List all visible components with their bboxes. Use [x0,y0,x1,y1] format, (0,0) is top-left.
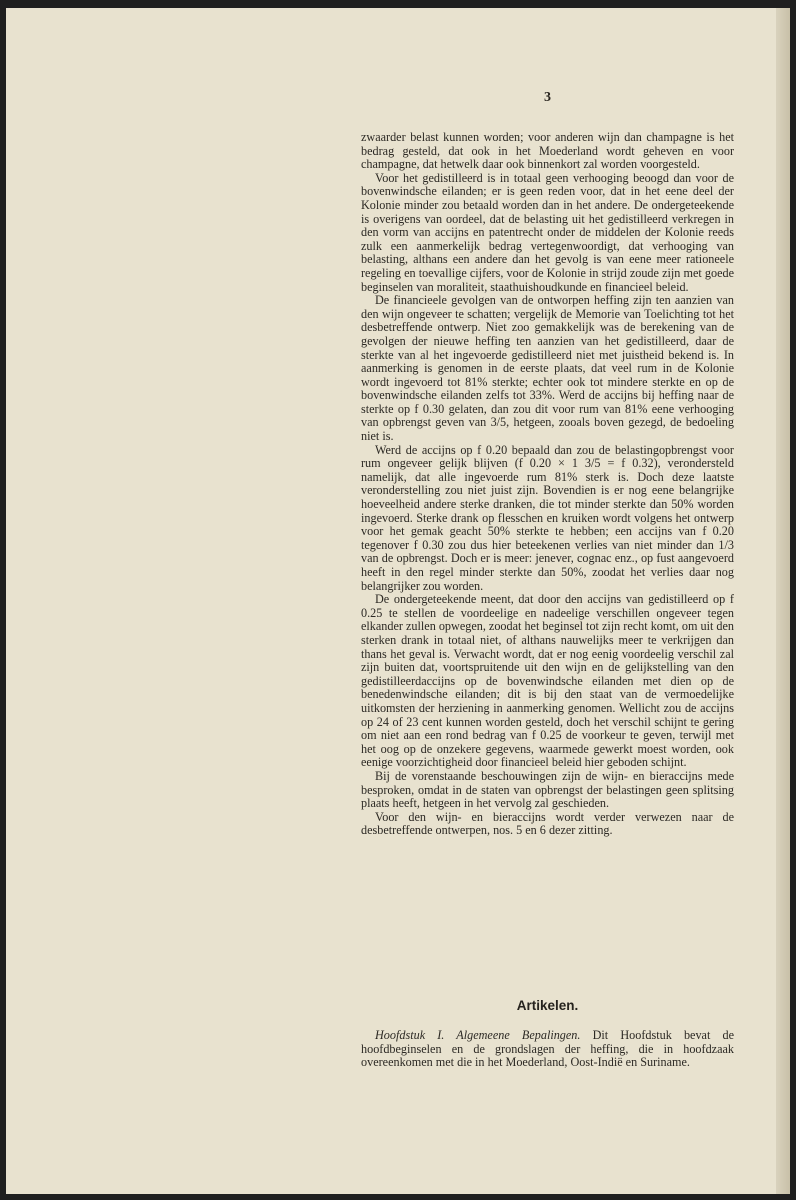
paragraph-1: zwaarder belast kunnen worden; voor anderen wijn dan champagne is het bedrag gesteld, dat ook in het Moederland wordt geheven en voor champagne, dat hetwelk daar ook binnenkort zal worden voorgesteld. [361,130,734,172]
chapter-body: Dit Hoofdstuk bevat de hoofdbeginselen en de grondslagen der heffing, die in hoofdzaak overeenkomen met die in het Moederland, Oost-Indië en Suriname. [361,1028,734,1070]
paragraph-2: Voor het gedistilleerd is in totaal geen verhooging beoogd dan voor de bovenwindsche eilanden; er is geen reden voor, dat in het eene deel der Kolonie minder zou betaald worden dan in het andere. De ondergeteekende is overigens van oordeel, dat de belasting uit het gedistilleerd verkregen in den vorm van accijns en patentrecht onder de middelen der Kolonie reeds zulk een aanmerkelijk bedrag vertegenwoordigt, dat verhooging van belasting, althans een andere dan het gevolg is van eene meer rationeele regeling en toevallige cijfers, voor de Kolonie in strijd zoude zijn met goede beginselen van moraliteit, staathuishoudkunde en financieel beleid. [361,170,734,294]
chapter-title: Hoofdstuk I. Algemeene Bepalingen. [375,1028,581,1042]
body-text [361,131,734,838]
paragraph-7: Voor den wijn- en bieraccijns wordt verder verwezen naar de desbetreffende ontwerpen, nos. 5 en 6 dezer zitting. [361,809,734,838]
page-number: 3 [544,90,551,105]
paragraph-5: De ondergeteekende meent, dat door den accijns van gedistilleerd op f 0.25 te stellen de voordeelige en nadeelige verschillen ongeveer tegen elkander zullen opwegen, zoodat het beginsel tot zijn recht komt, om uit den sterken drank in totaal niet, of althans nauwelijks meer te verkrijgen dan thans het geval is. Verwacht wordt, dat er nog eenig voordeelig verschil zal zijn buiten dat, voortspruitende uit den wijn en de gelijkstelling van den gedistilleerdaccijns op de bovenwindsche eilanden met dien op de benedenwindsche eilanden; dit is bij den staat van de vermoedelijke uitkomsten der herziening in aanmerking genomen. Wellicht zou de accijns op 24 of 23 cent kunnen worden gesteld, doch het verschil schijnt te gering om niet aan een rond bedrag van f 0.25 de voorkeur te geven, terwijl met het oog op de onzekere gegevens, waarmede gewerkt moest worden, ook eenige voorzichtigheid door financieel beleid hier geboden schijnt. [361,592,734,770]
page-edge [776,8,790,1194]
chapter-paragraph [361,1029,734,1070]
paragraph-3: De financieele gevolgen van de ontworpen heffing zijn ten aanzien van den wijn ongeveer te schatten; vergelijk de Memorie van Toelichting tot het desbetreffende ontwerp. Niet zoo gemakkelijk was de berekening van de gevolgen der nieuwe heffing ten aanzien van het gedistilleerd, daar de sterkte van al het ingevoerde gedistilleerd niet met juistheid bekend is. In aanmerking is genomen in de eerste plaats, dat veel rum in de Kolonie wordt ingevoerd tot 81% sterkte; echter ook tot mindere sterkte en op de bovenwindsche eilanden zelfs tot 33%. Werd de accijns bij heffing naar de sterkte op f 0.30 gelaten, dan zou dit voor rum van 81% eene verhooging van opbrengst geven van 3/5, hetgeen, zooals boven gezegd, de bedoeling niet is. [361,293,734,444]
paragraph-6: Bij de vorenstaande beschouwingen zijn de wijn- en bieraccijns mede besproken, omdat in de staten van opbrengst der belastingen geen splitsing plaats heeft, hetgeen in het vervolg zal geschieden. [361,768,734,811]
chapter-text [361,1029,734,1070]
section-heading: Artikelen. [516,998,579,1013]
paragraph-4: Werd de accijns op f 0.20 bepaald dan zou de belastingopbrengst voor rum ongeveer gelijk blijven (f 0.20 × 1 3/5 = f 0.32), verondersteld namelijk, dat alle ingevoerde rum 81% sterk is. Doch deze laatste veronderstelling zou niet juist zijn. Bovendien is er nog eene belangrijke hoeveelheid andere sterke dranken, die tot minder sterkte dan 50% worden ingevoerd. Sterke drank op flesschen en kruiken wordt volgens het ontwerp voor het gemak geacht 50% sterkte te hebben; een accijns van f 0.20 tegenover f 0.30 zou dus hier beteekenen verlies van niet minder dan 1/3 van de opbrengst. Doch er is meer: jenever, cognac enz., op fust aangevoerd heeft in den regel minder sterkte dan 50%, zoodat het verlies daar nog belangrijker zou worden. [361,442,734,593]
document-page [6,8,790,1194]
